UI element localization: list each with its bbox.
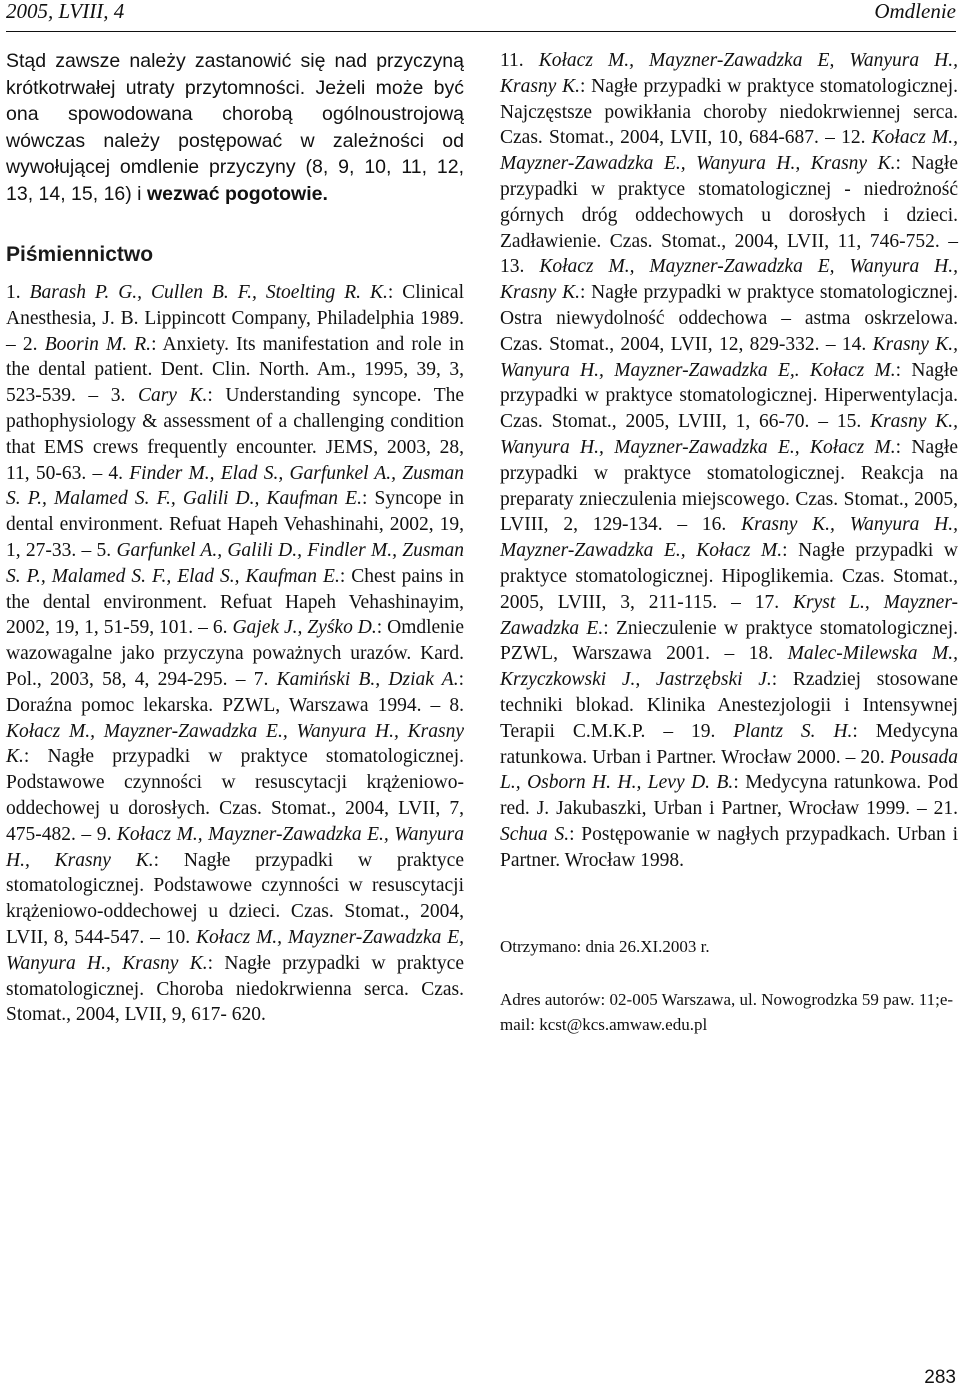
reference-text: : Nagłe przypadki w praktyce stomatologicznej. Podstawowe czynności w resuscytacji krążeniowo-oddechowej u dzieci. Czas. Stomat., 2004, LVII, 8, 544-547.	[6, 849, 464, 948]
reference-text: : Omdlenie wazowagalne jako przyczyna poważnych urazów. Kard. Pol., 2003, 58, 4, 294-295.	[6, 617, 465, 690]
reference-number: 16.	[701, 514, 742, 536]
reference-number: 11.	[500, 50, 539, 71]
reference-text: : Understanding syncope. The pathophysiology & assessment of a challenging condition that EMS crews frequently encounter. JEMS, 2003, 28, 11, 50-63.	[6, 385, 465, 484]
reference-authors: Kołacz M., Mayzner-Zawadzka E., Wanyura H., Krasny K.	[6, 720, 464, 768]
reference-text: : Medycyna ratunkowa. Urban i Partner. Wrocław 2000.	[500, 720, 959, 768]
reference-number: 7.	[253, 668, 277, 690]
reference-authors: Kryst L., Mayzner-Zawadzka E.	[500, 591, 959, 639]
author-address: Adres autorów: 02-005 Warszawa, ul. Nowogrodzka 59 paw. 11;e-mail: kcst@kcs.amwaw.edu.pl	[500, 989, 954, 1034]
reference-text: : Znieczulenie w praktyce stomatologicznej. PZWL, Warszawa 2001.	[500, 617, 959, 665]
reference-authors: Schua S.	[500, 823, 570, 845]
intro-paragraph	[6, 48, 464, 207]
reference-text: : Nagłe przypadki w praktyce stomatologicznej. Ostra niewydolność oddechowa – astma oskrzelowa. Czas. Stomat., 2004, LVII, 12, 829-332.	[500, 282, 958, 355]
reference-number: 8.	[449, 694, 465, 716]
reference-authors: Kamiński B., Dziak A.	[276, 668, 459, 690]
reference-authors: Krasny K., Wanyura H., Mayzner-Zawadzka E., Kołacz M.	[500, 411, 958, 458]
reference-number: 13.	[500, 256, 540, 278]
reference-text: : Nagłe przypadki w praktyce stomatologicznej. Podstawowe czynności w resuscytacji krążeniowo-oddechowej u dorosłych. Czas. Stomat., 2004, LVII, 7, 475-482.	[6, 746, 464, 845]
reference-number: 18.	[748, 643, 788, 665]
reference-text: : Nagłe przypadki w praktyce stomatologicznej. Reakcja na preparaty znieczulenia miejscowego. Czas. Stomat., 2005, LVIII, 2, 129-134.	[500, 436, 958, 536]
reference-number: 9.	[96, 823, 117, 845]
reference-authors: Kołacz M., Mayzner-Zawadzka E, Wanyura H., Krasny K.	[6, 926, 465, 974]
reference-authors: Kołacz M., Mayzner-Zawadzka E., Wanyura H., Krasny K.	[500, 127, 959, 175]
reference-text: : Anxiety. Its manifestation and role in the dental patient. Dent. Clin. North. Am., 1995, 39, 3, 523-539.	[6, 333, 465, 407]
reference-authors: Plantz S. H.	[733, 720, 853, 742]
reference-number: 21.	[933, 798, 958, 820]
reference-item	[6, 695, 464, 845]
references-list-left: 1. Barash P. G., Cullen B. F., Stoelting R. K.: Clinical Anesthesia, J. B. Lippincott Company, Philadelphia 1989. – 2. Boorin M. R.: Anxiety. Its manifestation and role in the dental patient. Dent. Clin. North. Am., 1995, 39, 3, 523-539. – 3. Cary K.: Understanding syncope. The pathophysiology & assessment of a challenging condition that EMS crews frequently encounter. JEMS, 2003, 28, 11, 50-63. – 4. Finder M., Elad S., Garfunkel A., Zusman S. P., Malamed S. F., Galili D., Kaufman E.: Syncope in dental environment. Refuat Hapeh Vehashinahi, 2002, 19, 1, 27-33. – 5. Garfunkel A., Galili D., Findler M., Zusman S. P., Malamed S. F., Elad S., Kaufman E.: Chest pains in the dental environment. Refuat Hapeh Vehashinayim, 2002, 19, 1, 51-59, 101. – 6. Gajek J., Zyśko D.: Omdlenie wazowagalne jako przyczyna poważnych urazów. Kard. Pol., 2003, 58, 4, 294-295. – 7. Kamiński B., Dziak A.: Doraźna pomoc lekarska. PZWL, Warszawa 1994. – 8. Kołacz M., Mayzner-Zawadzka E., Wanyura H., Krasny K.: Nagłe przypadki w praktyce stomatologicznej. Podstawowe czynności w resuscytacji krążeniowo-oddechowej u dorosłych. Czas. Stomat., 2004, LVII, 7, 475-482. – 9. Kołacz M., Mayzner-Zawadzka E., Wanyura H., Krasny K.: Nagłe przypadki w praktyce stomatologicznej. Podstawowe czynności w resuscytacji krążeniowo-oddechowej u dzieci. Czas. Stomat., 2004, LVII, 8, 544-547. – 10. Kołacz M., Mayzner-Zawadzka E, Wanyura H., Krasny K.: Nagłe przypadki w praktyce stomatologicznej. Choroba niedokrwienna serca. Czas. Stomat., 2004, LVII, 9, 617- 620.	[6, 282, 465, 1026]
running-header-right: Omdlenie	[874, 0, 956, 23]
reference-text: : Rzadziej stosowane techniki blokad. Klinika Anestezjologii i Intensywnej Terapii C.M.K.P.	[500, 669, 958, 742]
references-heading: Piśmiennictwo	[6, 243, 154, 266]
reference-authors: Garfunkel A., Galili D., Findler M., Zusman S. P., Malamed S. F., Elad S., Kaufman E.	[6, 539, 464, 587]
reference-authors: Gajek J., Zyśko D.	[232, 617, 377, 639]
right-column	[500, 48, 958, 1037]
reference-authors: Kołacz M., Mayzner-Zawadzka E., Wanyura H., Krasny K.	[6, 823, 465, 871]
reference-number: 4.	[108, 462, 130, 484]
reference-number: 5.	[96, 539, 117, 561]
reference-authors: Pousada L., Osborn H. H., Levy D. B.	[500, 746, 959, 794]
reference-number: 14.	[841, 333, 873, 355]
reference-text: : Chest pains in the dental environment. Refuat Hapeh Vehashinayim, 2002, 19, 1, 51-59, 101.	[6, 565, 464, 639]
reference-number: 15.	[836, 411, 871, 433]
reference-number: 6.	[212, 617, 233, 639]
reference-text: : Nagłe przypadki w praktyce stomatologicznej. Hiperwentylacja. Czas. Stomat., 2005, LVIII, 1, 66-70.	[500, 359, 958, 433]
page-number: 283	[924, 1367, 956, 1388]
reference-authors: Finder M., Elad S., Garfunkel A., Zusman S. P., Malamed S. F., Galili D., Kaufman E.	[6, 462, 465, 510]
reference-text: : Medycyna ratunkowa. Pod red. J. Jakubaszki, Urban i Partner, Wrocław 1999.	[500, 772, 958, 820]
reference-authors: Cary K.	[137, 385, 208, 407]
reference-text: : Doraźna pomoc lekarska. PZWL, Warszawa 1994.	[6, 668, 464, 716]
reference-text: : Syncope in dental environment. Refuat Hapeh Vehashinahi, 2002, 19, 1, 27-33.	[6, 488, 464, 561]
reference-number: 2.	[22, 333, 45, 355]
intro-text: Stąd zawsze należy zastanowić się nad przyczyną krótkotrwałej utraty przytomności. Jeżeli może być ona spowodowana chorobą ogólnoustrojową wówczas należy postępować w zależności od wywołującej omdlenie przyczyny (8, 9, 10, 11, 12, 13, 14, 15, 16) i	[6, 50, 464, 205]
reference-authors: Krasny K., Wanyura H., Mayzner-Zawadzka E., Kołacz M.	[500, 514, 959, 562]
running-header-left: 2005, LVIII, 4	[6, 0, 125, 23]
intro-bold: wezwać pogotowie.	[146, 182, 328, 205]
left-column	[6, 48, 464, 1028]
reference-number: 10.	[165, 926, 197, 948]
reference-text: : Nagłe przypadki w praktyce stomatologicznej. Hipoglikemia. Czas. Stomat., 2005, LVIII, 3, 211-115.	[500, 540, 958, 613]
reference-item	[6, 282, 464, 329]
reference-text: : Nagłe przypadki w praktyce stomatologicznej - niedrożność górnych dróg oddechowych u dorosłych i dzieci. Zadławienie. Czas. Stomat., 2004, LVII, 11, 746-752.	[500, 153, 958, 252]
reference-text: : Postępowanie w nagłych przypadkach. Urban i Partner. Wrocław 1998.	[500, 823, 959, 871]
reference-text: : Clinical Anesthesia, J. B. Lippincott Company, Philadelphia 1989.	[6, 282, 464, 329]
reference-number: 19.	[690, 720, 734, 742]
reference-authors: Barash P. G., Cullen B. F., Stoelting R. K.	[29, 282, 388, 303]
received-date: Otrzymano: dnia 26.XI.2003 r.	[500, 936, 710, 956]
reference-authors: Krasny K., Wanyura H., Mayzner-Zawadzka E,. Kołacz M.	[500, 333, 958, 381]
reference-authors: Kołacz M., Mayzner-Zawadzka E, Wanyura H., Krasny K.	[500, 50, 958, 97]
reference-text: : Nagłe przypadki w praktyce stomatologicznej. Choroba niedokrwienna serca. Czas. Stomat., 2004, LVII, 9, 617- 620.	[6, 952, 464, 1026]
reference-number: 3.	[110, 385, 138, 407]
reference-authors: Boorin M. R.	[44, 333, 152, 355]
reference-authors: Kołacz M., Mayzner-Zawadzka E, Wanyura H., Krasny K.	[500, 256, 958, 304]
header-rule	[6, 31, 956, 32]
reference-number: 1.	[6, 282, 30, 303]
reference-number: 12.	[841, 127, 872, 149]
reference-number: 20.	[860, 746, 890, 768]
reference-authors: Malec-Milewska M., Krzyczkowski J., Jastrzębski J.	[500, 643, 958, 691]
reference-number: 17.	[754, 591, 794, 613]
reference-text: : Nagłe przypadki w praktyce stomatologicznej. Najczęstsze powikłania choroby niedokrwiennej serca. Czas. Stomat., 2004, LVII, 10, 684-687.	[500, 75, 958, 149]
references-list-right: 11. Kołacz M., Mayzner-Zawadzka E, Wanyura H., Krasny K.: Nagłe przypadki w praktyce stomatologicznej. Najczęstsze powikłania choroby niedokrwiennej serca. Czas. Stomat., 2004, LVII, 10, 684-687. – 12. Kołacz M., Mayzner-Zawadzka E., Wanyura H., Krasny K.: Nagłe przypadki w praktyce stomatologicznej - niedrożność górnych dróg oddechowych u dorosłych i dzieci. Zadławienie. Czas. Stomat., 2004, LVII, 11, 746-752. – 13. Kołacz M., Mayzner-Zawadzka E, Wanyura H., Krasny K.: Nagłe przypadki w praktyce stomatologicznej. Ostra niewydolność oddechowa – astma oskrzelowa. Czas. Stomat., 2004, LVII, 12, 829-332. – 14. Krasny K., Wanyura H., Mayzner-Zawadzka E,. Kołacz M.: Nagłe przypadki w praktyce stomatologicznej. Hiperwentylacja. Czas. Stomat., 2005, LVIII, 1, 66-70. – 15. Krasny K., Wanyura H., Mayzner-Zawadzka E., Kołacz M.: Nagłe przypadki w praktyce stomatologicznej. Reakcja na preparaty znieczulenia miejscowego. Czas. Stomat., 2005, LVIII, 2, 129-134. – 16. Krasny K., Wanyura H., Mayzner-Zawadzka E., Kołacz M.: Nagłe przypadki w praktyce stomatologicznej. Hipoglikemia. Czas. Stomat., 2005, LVIII, 3, 211-115. – 17. Kryst L., Mayzner-Zawadzka E.: Znieczulenie w praktyce stomatologicznej. PZWL, Warszawa 2001. – 18. Malec-Milewska M., Krzyczkowski J., Jastrzębski J.: Rzadziej stosowane techniki blokad. Klinika Anestezjologii i Intensywnej Terapii C.M.K.P. – 19. Plantz S. H.: Medycyna ratunkowa. Urban i Partner. Wrocław 2000. – 20. Pousada L., Osborn H. H., Levy D. B.: Medycyna ratunkowa. Pod red. J. Jakubaszki, Urban i Partner, Wrocław 1999. – 21. Schua S.: Postępowanie w nagłych przypadkach. Urban i Partner. Wrocław 1998.	[500, 50, 959, 871]
